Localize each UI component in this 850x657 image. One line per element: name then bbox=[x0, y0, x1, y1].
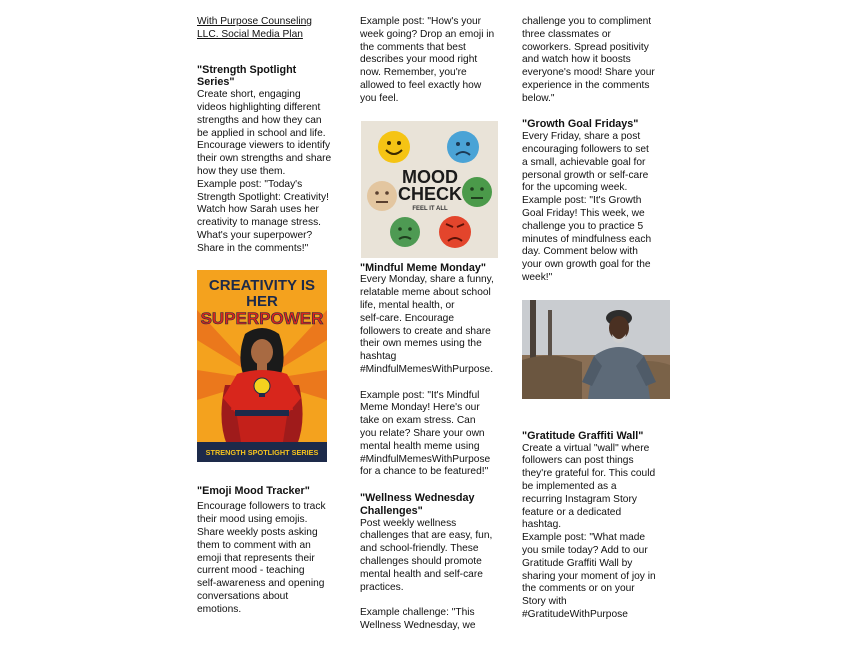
column-2 bbox=[360, 16, 500, 633]
mood-check-image bbox=[361, 121, 498, 258]
mood-title-1: MOOD bbox=[402, 166, 458, 187]
wellness-wednesday-text: Post weekly wellness challenges that are easy, fun, and school-friendly. These challenges should promote mental health and self-care practices. bbox=[360, 517, 493, 593]
poster-title-line-2: HER bbox=[246, 292, 278, 310]
meditating-man-photo bbox=[522, 300, 670, 399]
poster-title-line-3: SUPERPOWER bbox=[200, 308, 324, 328]
mindful-meme-example: Example post: "It's Mindful Meme Monday! Here's our take on exam stress. Can you relate? Share your own mental health meme using #MindfulMemesWithPurpose for a chance to be featured!" bbox=[360, 389, 491, 478]
wellness-wednesday-heading: "Wellness Wednesday Challenges" bbox=[360, 491, 475, 517]
growth-goal-fridays-text: Every Friday, share a post encouraging followers to set a small, achievable goal for personal growth or self-care for the upcoming week. Example post: "It's Growth Goal Friday! This week, we challenge you to practice 5 minutes of mindfulness each day. Comment below with your own growth goal for the week!" bbox=[522, 131, 652, 283]
strength-spotlight-heading: "Strength Spotlight Series" bbox=[197, 63, 297, 89]
poster-title-line-1: CREATIVITY IS bbox=[208, 276, 316, 294]
mood-subtitle: FEEL IT ALL bbox=[412, 205, 448, 212]
emoji-mood-tracker-heading: "Emoji Mood Tracker" bbox=[197, 484, 310, 497]
document-title: With Purpose Counseling LLC. Social Media Plan bbox=[197, 16, 312, 40]
growth-goal-fridays-heading: "Growth Goal Fridays" bbox=[522, 118, 639, 131]
mindful-meme-monday-text: Every Monday, share a funny, relatable meme about school life, mental health, or self-care. Encourage followers to create and share their own memes using the hashtag #MindfulMemesWithPurpose. bbox=[360, 274, 494, 375]
mood-example-post: Example post: "How's your week going? Drop an emoji in the comments that best describes your mood right now. Remember, you're allowed to feel exactly how you feel. bbox=[360, 16, 495, 104]
gratitude-graffiti-wall-text: Create a virtual "wall" where followers can post things they're grateful for. This could be implemented as a recurring Instagram Story feature or a dedicated hashtag. Example post: "What made you smile today? Add to our Gratitude Graffiti Wall by sharing your moment of joy in the comments or on your Story with #GratitudeWithPurpose bbox=[522, 442, 656, 620]
mindful-meme-monday-heading: "Mindful Meme Monday" bbox=[360, 261, 487, 274]
poster-footer: STRENGTH SPOTLIGHT SERIES bbox=[205, 447, 319, 457]
column-3 bbox=[522, 16, 672, 622]
mood-title-2: CHECK bbox=[397, 183, 463, 204]
gratitude-graffiti-wall-heading: "Gratitude Graffiti Wall" bbox=[522, 429, 644, 442]
creativity-poster-image bbox=[197, 270, 327, 462]
wellness-wednesday-example: Example challenge: "This Wellness Wednesday, we bbox=[360, 607, 476, 631]
column-1 bbox=[197, 16, 332, 617]
compliment-challenge-text: challenge you to compliment three classmates or coworkers. Spread positivity and watch how it boosts everyone's mood! Share your experience in the comments below." bbox=[522, 16, 655, 104]
strength-spotlight-text: Create short, engaging videos highlighting different strengths and how they can be applied in school and life. Encourage viewers to identify their own strengths and share how they use them. Example post: "Today's Strength Spotlight: Creativity! Watch how Sarah uses her creativity to manage stress. What's your superpower? Share in the comments!" bbox=[197, 89, 332, 254]
emoji-mood-tracker-text: Encourage followers to track their mood using emojis. Share weekly posts asking them to comment with an emoji that represents their current mood - teaching self-awareness and opening conversations about emotions. bbox=[197, 501, 326, 615]
